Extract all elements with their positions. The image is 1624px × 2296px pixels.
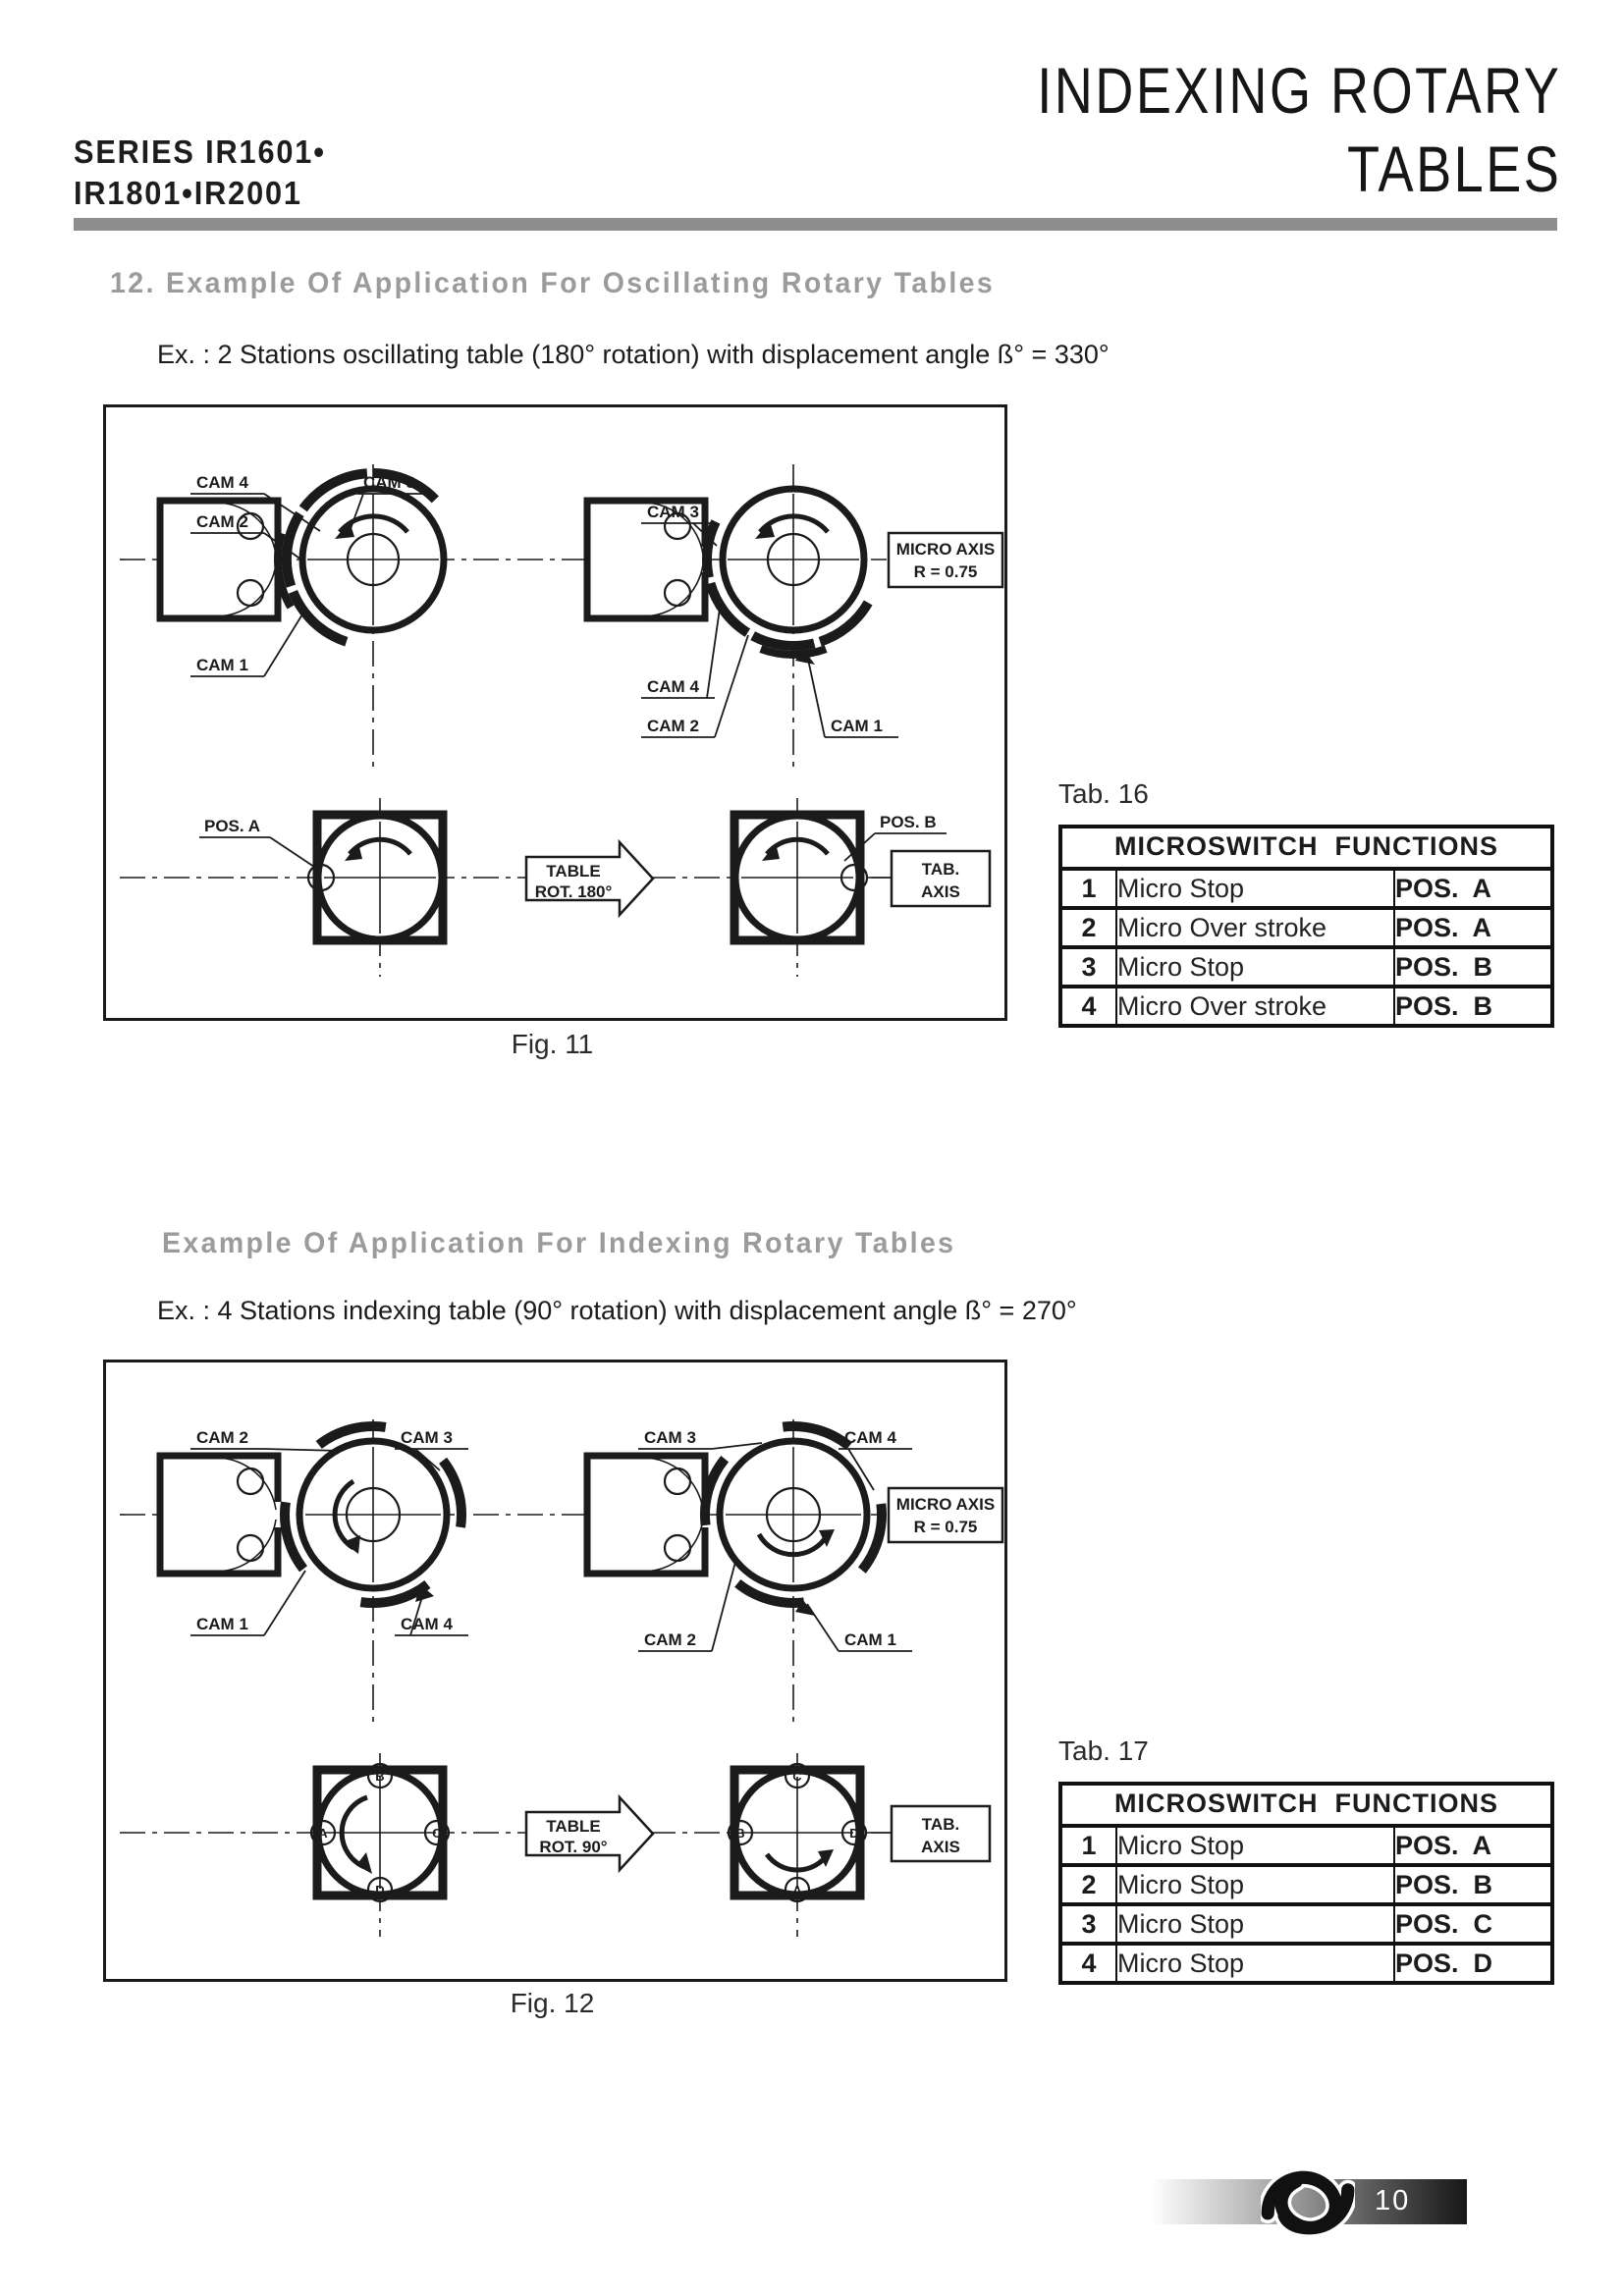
publisher-logo [1261,2163,1355,2242]
fig11-tl-cam2-label: CAM 2 [196,512,248,531]
fig12-bl-pos-right: C [432,1826,442,1841]
fig12-tl-cam4-label: CAM 4 [401,1615,453,1633]
row-function: Micro Stop [1116,1904,1394,1944]
section1-title: 12. Example Of Application For Oscillating Rotary Tables [110,267,996,299]
fig11-tab-axis-callout [867,851,990,906]
fig12-br-pos-right: D [849,1826,859,1841]
table-row [1060,908,1552,947]
fig12-drawing [106,1362,1004,1979]
row-function: Micro Stop [1116,947,1394,987]
tab16-table [1058,825,1554,1028]
section1-example: Ex. : 2 Stations oscillating table (180° rotation) with displacement angle ß° = 330° [157,340,1110,369]
row-position: POS. A [1394,869,1552,908]
row-number: 1 [1060,869,1116,908]
fig12-left-switch-box [160,1456,282,1574]
fig11-pos-b-label: POS. B [880,813,937,831]
row-function: Micro Stop [1116,1944,1394,1983]
footer-bar [1151,2179,1467,2224]
fig12-left-position-table [311,1764,449,1901]
fig12-tr-cam1-label: CAM 1 [844,1630,896,1649]
page-title-line1: INDEXING ROTARY [1036,54,1561,127]
row-position: POS. B [1394,1865,1552,1904]
row-position: POS. A [1394,1826,1552,1865]
fig12-tr-cam4-label: CAM 4 [844,1428,896,1447]
table-row [1060,1904,1552,1944]
section2-example: Ex. : 4 Stations indexing table (90° rotation) with displacement angle ß° = 270° [157,1296,1077,1325]
fig12-br-pos-top: C [792,1769,802,1784]
fig12-tl-cam2-label: CAM 2 [196,1428,248,1447]
row-position: POS. B [1394,947,1552,987]
fig11-tr-cam3-label: CAM 3 [647,503,699,521]
fig11-rot-line2: ROT. 180° [534,882,613,901]
tab16-block [1058,778,1554,1028]
table-row [1060,987,1552,1026]
fig12-right-switch-box [587,1456,709,1574]
row-position: POS. A [1394,908,1552,947]
row-position: POS. B [1394,987,1552,1026]
fig12-right-position-table [729,1764,866,1901]
tab17-header: MICROSWITCH FUNCTIONS [1060,1784,1552,1826]
row-number: 2 [1060,908,1116,947]
row-number: 2 [1060,1865,1116,1904]
fig12-bl-pos-top: B [375,1769,385,1784]
fig12-rot-line1: TABLE [546,1817,601,1836]
fig12-tab-axis-line1: TAB. [921,1815,960,1834]
tab16-label: Tab. 16 [1058,778,1149,809]
row-number: 3 [1060,1904,1116,1944]
fig11-pos-b-table [734,815,867,940]
fig12-tl-cam3-label: CAM 3 [401,1428,453,1447]
fig12-br-pos-left: B [735,1826,745,1841]
fig12-tr-cam3-label: CAM 3 [644,1428,696,1447]
series-line1: SERIES IR1601• [74,133,326,170]
fig11-micro-axis-line1: MICRO AXIS [895,540,996,559]
header-rule [74,218,1557,231]
row-number: 4 [1060,987,1116,1026]
fig11-rotation-arrow [526,842,653,915]
row-position: POS. C [1394,1904,1552,1944]
table-row [1060,1826,1552,1865]
tab16-header: MICROSWITCH FUNCTIONS [1060,827,1552,869]
fig11-tab-axis-line2: AXIS [921,882,960,901]
fig12-tab-axis-callout [866,1806,990,1861]
fig11-tl-cam3-label: CAM 3 [363,473,415,492]
fig12-bl-pos-left: A [318,1826,328,1841]
fig11-tab-axis-line1: TAB. [921,860,960,879]
fig12-caption: Fig. 12 [510,1988,595,2018]
tab17-block [1058,1735,1554,1985]
series-designation [74,132,326,214]
row-function: Micro Stop [1116,869,1394,908]
fig11-pos-a-table [308,815,443,940]
fig11-tr-cam4-label: CAM 4 [647,677,699,696]
page-title [1037,51,1561,208]
fig12-micro-axis-callout [889,1488,1002,1542]
fig11-pos-a-label: POS. A [204,817,260,835]
table-row [1060,1944,1552,1983]
section2-title: Example Of Application For Indexing Rotary Tables [162,1227,956,1259]
fig11-micro-axis-callout [889,533,1002,587]
fig12-rotation-arrow [526,1797,653,1870]
row-number: 3 [1060,947,1116,987]
fig11-rot-line1: TABLE [546,862,601,881]
row-function: Micro Over stroke [1116,987,1394,1026]
fig12-frame [103,1360,1007,1982]
page-number: 10 [1375,2185,1411,2216]
row-number: 4 [1060,1944,1116,1983]
fig11-tr-cam2-label: CAM 2 [647,717,699,735]
fig11-tl-cam4-label: CAM 4 [196,473,248,492]
row-function: Micro Stop [1116,1865,1394,1904]
fig12-br-pos-bottom: A [792,1883,802,1897]
table-row [1060,1865,1552,1904]
tab17-table [1058,1782,1554,1985]
fig12-bl-pos-bottom: D [375,1883,385,1897]
fig12-micro-axis-line1: MICRO AXIS [895,1495,996,1514]
fig11-micro-axis-line2: R = 0.75 [913,562,978,581]
row-number: 1 [1060,1826,1116,1865]
row-function: Micro Over stroke [1116,908,1394,947]
fig12-tr-cam2-label: CAM 2 [644,1630,696,1649]
page-title-line2: TABLES [1346,133,1561,205]
table-row [1060,869,1552,908]
fig11-caption: Fig. 11 [511,1029,594,1059]
table-row [1060,947,1552,987]
fig12-micro-axis-line2: R = 0.75 [913,1518,978,1536]
fig11-tl-cam1-label: CAM 1 [196,656,248,674]
fig11-tr-cam1-label: CAM 1 [831,717,883,735]
tab17-label: Tab. 17 [1058,1735,1149,1766]
fig11-frame [103,404,1007,1021]
fig12-rot-line2: ROT. 90° [539,1838,608,1856]
row-position: POS. D [1394,1944,1552,1983]
fig11-drawing [106,407,1004,1018]
series-line2: IR1801•IR2001 [74,175,302,211]
fig12-tl-cam1-label: CAM 1 [196,1615,248,1633]
fig12-tab-axis-line2: AXIS [921,1838,960,1856]
row-function: Micro Stop [1116,1826,1394,1865]
